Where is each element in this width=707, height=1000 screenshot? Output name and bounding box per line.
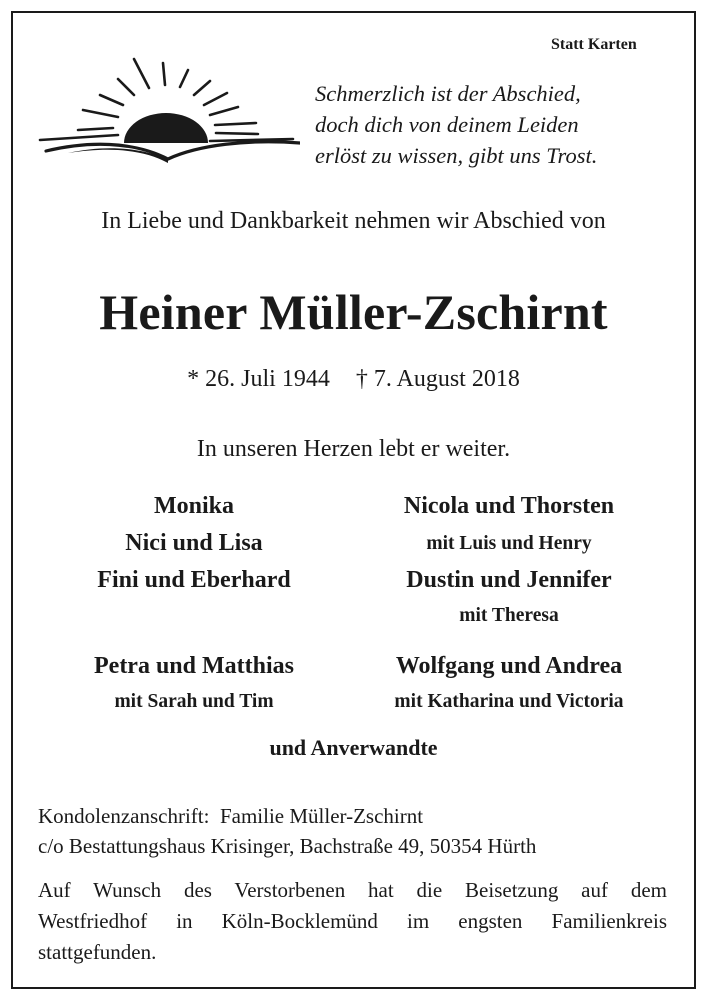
burial-notice (38, 875, 667, 968)
family-children: mit Luis und Henry (426, 533, 592, 554)
family-children: mit Sarah und Tim (114, 691, 274, 712)
death-date: † 7. August 2018 (355, 366, 520, 392)
quote-line: Schmerzlich ist der Abschied, (315, 81, 581, 106)
quote-line: erlöst zu wissen, gibt uns Trost. (315, 143, 598, 168)
notice-line: stattgefunden. (38, 940, 157, 964)
family-name: Nicola und Thorsten (403, 493, 615, 519)
condolence-address (38, 801, 536, 861)
family-children: mit Katharina und Victoria (394, 691, 624, 712)
sunrise-icon (38, 55, 300, 170)
quote-block (315, 78, 597, 171)
family-name: Wolfgang und Andrea (395, 653, 623, 679)
family-children: mit Theresa (459, 605, 559, 626)
intro-text: In Liebe und Dankbarkeit nehmen wir Abschied von (101, 208, 606, 234)
family-name: Monika (153, 493, 234, 519)
family-group-left-top (62, 488, 326, 599)
life-dates (0, 366, 707, 393)
condolence-line: Kondolenzanschrift: Familie Müller-Zschirnt (38, 804, 424, 828)
family-group-right-bottom (353, 648, 665, 719)
condolence-line: c/o Bestattungshaus Krisinger, Bachstraße 49, 50354 Hürth (38, 834, 537, 858)
family-group-left-bottom (62, 648, 326, 719)
notice-line: Westfriedhof in Köln-Bocklemünd im engsten Familienkreis (38, 909, 667, 933)
family-name: Fini und Eberhard (97, 567, 291, 593)
quote-line: doch dich von deinem Leiden (315, 112, 579, 137)
deceased-name: Heiner Müller-Zschirnt (99, 284, 608, 340)
family-name: Petra und Matthias (94, 653, 294, 679)
notice-line: Auf Wunsch des Verstorbenen hat die Beisetzung auf dem (38, 878, 667, 902)
family-group-right-top (353, 488, 665, 633)
statt-karten-label: Statt Karten (551, 36, 637, 53)
family-name: Dustin und Jennifer (406, 567, 612, 593)
relatives-line: und Anverwandte (269, 735, 438, 760)
family-name: Nici und Lisa (125, 530, 263, 556)
memorial-line: In unseren Herzen lebt er weiter. (196, 436, 511, 462)
birth-date: * 26. Juli 1944 (187, 366, 330, 392)
